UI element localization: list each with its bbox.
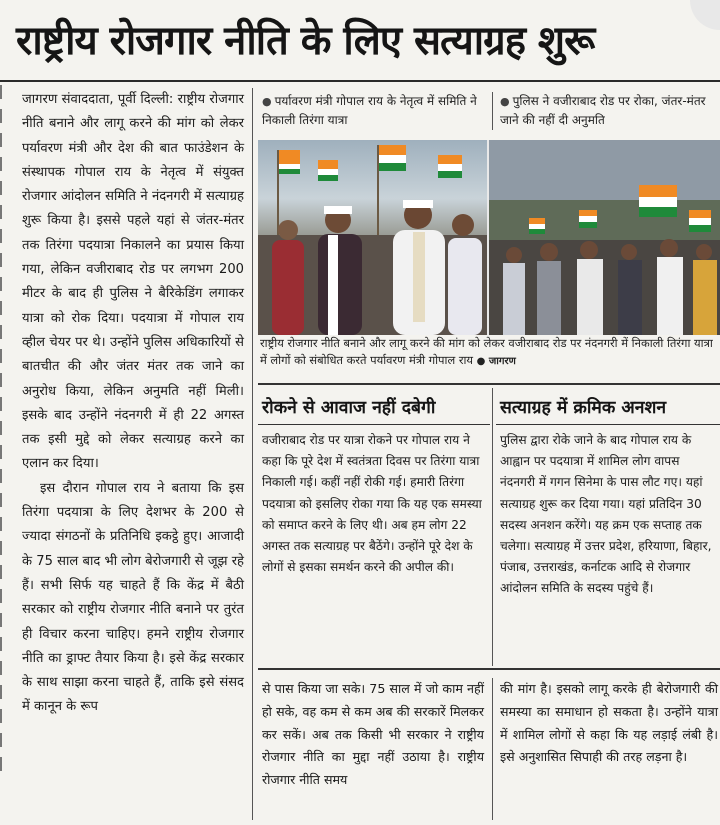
bullet-icon: ● bbox=[500, 95, 510, 108]
rally-leaders-illustration bbox=[258, 140, 487, 335]
bottom-right-text: की मांग है। इसको लागू करके ही बेरोजगारी की समस्या का समाधान हो सकता है। उन्होंने यात्रा में शामिल लोगों से कहा कि यह लड़ाई लंबी है। इसे अनुशासित सिपाही की तरह लड़ना है। bbox=[500, 681, 718, 765]
headline-rule bbox=[0, 80, 720, 82]
rally-crowd-illustration bbox=[489, 140, 720, 335]
photo-caption bbox=[260, 335, 718, 370]
left-column bbox=[22, 88, 244, 720]
box-bottom-rule bbox=[258, 668, 720, 670]
photo-credit: ● जागरण bbox=[476, 356, 516, 367]
box-left-rule bbox=[258, 424, 490, 425]
box-divider bbox=[492, 388, 493, 666]
caption-rule bbox=[258, 383, 720, 385]
news-photo bbox=[258, 140, 720, 335]
box-right-rule bbox=[496, 424, 720, 425]
subhead-right-text: पुलिस ने वजीराबाद रोड पर रोका, जंतर-मंतर जाने की नहीं दी अनुमति bbox=[500, 94, 706, 127]
subhead-left bbox=[262, 92, 484, 130]
subhead-left-text: पर्यावरण मंत्री गोपाल राय के नेतृत्व में समिति ने निकाली तिरंगा यात्रा bbox=[262, 94, 477, 127]
bullet-icon: ● bbox=[262, 95, 272, 108]
box-right-heading: सत्याग्रह में क्रमिक अनशन bbox=[500, 398, 667, 418]
headline: राष्ट्रीय रोजगार नीति के लिए सत्याग्रह शुरू bbox=[16, 18, 595, 64]
photo-caption-text: राष्ट्रीय रोजगार नीति बनाने और लागू करने की मांग को लेकर वजीराबाद रोड पर नंदनगरी में निकाली तिरंगा यात्रा में लोगों को संबोधित करते पर्यावरण मंत्री गोपाल राय bbox=[260, 336, 713, 367]
subhead-right bbox=[500, 92, 718, 130]
bottom-middle-text: से पास किया जा सके। 75 साल में जो काम नहीं हो सके, वह कम से कम अब की सरकारें मिलकर कर सकें। अब तक किसी भी सरकार ने राष्ट्रीय रोजगार नीति का मुद्दा नहीं उठाया है। राष्ट्रीय रोजगार नीति समय bbox=[262, 681, 484, 788]
box-left-heading: रोकने से आवाज नहीं दबेगी bbox=[262, 398, 436, 418]
previous-column-edge bbox=[0, 85, 8, 825]
bottom-column-divider bbox=[492, 678, 493, 820]
box-right-text: पुलिस द्वारा रोके जाने के बाद गोपाल राय के आह्वान पर पदयात्रा में शामिल लोग वापस नंदनगरी में गगन सिनेमा के पास लौट गए। यहां सत्याग्रह शुरू कर दिया गया। यहां प्रतिदिन 30 सदस्य अनशन करेंगे। यह क्रम एक सप्ताह तक चलेगा। सत्याग्रह में उत्तर प्रदेश, हरियाणा, बिहार, पंजाब, उत्तराखंड, कर्नाटक आदि से रोजगार आंदोलन समिति के सदस्य पहुंचे हैं। bbox=[500, 433, 712, 596]
left-column-paragraph-1: जागरण संवाददाता, पूर्वी दिल्ली: राष्ट्रीय रोजगार नीति बनाने और लागू करने की मांग को लेकर पर्यावरण मंत्री और देश की बात फाउंडेशन के संस्थापक गोपाल राय के नेतृत्व में संयुक्त रोजगार आंदोलन समिति ने नंदनगरी में सत्याग्रह शुरू किया है। इससे पहले यहां से जंतर-मंतर तक तिरंगा पदयात्रा निकालने का प्रयास किया गया, लेकिन वजीराबाद रोड पर लगभग 200 मीटर के बाद ही पुलिस ने बैरिकेडिंग लगाकर यात्रा को रोक दिया। पदयात्रा में गोपाल राय व्हील चेयर पर थे। उन्होंने पुलिस अधिकारियों से बातचीत की और जंतर मंतर तक जाने का अनुरोध किया, लेकिन अनुमति नहीं मिली। इसके बाद उन्होंने नंदनगरी में ही 22 अगस्त तक इसी मुद्दे को लेकर सत्याग्रह करने का एलान कर दिया। bbox=[22, 92, 244, 472]
subhead-divider bbox=[492, 92, 493, 130]
photo-rally-leaders bbox=[258, 140, 487, 335]
photo-rally-crowd bbox=[489, 140, 720, 335]
column-divider bbox=[252, 88, 253, 820]
box-left-text: वजीराबाद रोड पर यात्रा रोकने पर गोपाल राय ने कहा कि पूरे देश में स्वतंत्रता दिवस पर तिरंगा यात्रा निकाली गई। कहीं नहीं रोकी गई। हमारी तिरंगा पदयात्रा को इसलिए रोका गया कि यह एक समस्या को समाप्त करने के लिए थी। अब हम लोग 22 अगस्त तक सत्याग्रह पर बैठेंगे। उन्होंने पूरे देश के लोगों से इसका समर्थन करने की अपील की। bbox=[262, 433, 482, 575]
left-column-paragraph-2: इस दौरान गोपाल राय ने बताया कि इस तिरंगा पदयात्रा के लिए देशभर के 200 से ज्यादा संगठनों के प्रतिनिधि इकट्ठे हुए। आजादी के 75 साल बाद भी लोग बेरोजगारी से जूझ रहे हैं। सभी सिर्फ यह चाहते हैं कि केंद्र में बैठी सरकार को राष्ट्रीय रोजगार नीति बनाने पर तुरंत ही विचार करना चाहिए। हमने राष्ट्रीय रोजगार नीति का ड्राफ्ट तैयार किया है। इसे केंद्र सरकार के साथ साझा करना चाहते हैं, ताकि इसे संसद में कानून के रूप bbox=[22, 480, 244, 715]
